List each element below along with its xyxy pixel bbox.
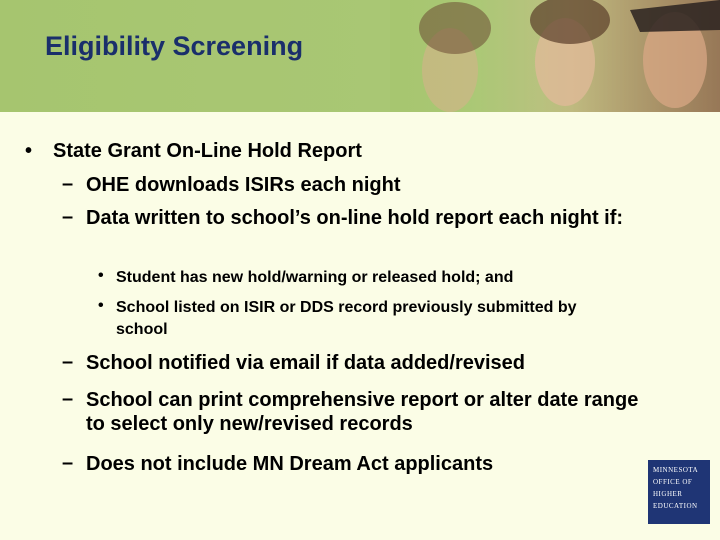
dash-marker: – [62, 388, 74, 410]
dash-marker: – [62, 351, 74, 373]
sub-item-text: Does not include MN Dream Act applicants [86, 453, 494, 475]
sub-item-text: Data written to school’s on-line hold report each night if: [86, 207, 624, 229]
students-photo [390, 0, 720, 112]
logo-line: EDUCATION [653, 502, 698, 510]
sub-item-text: School can print comprehensive report or alter date range to select only new/revised records [86, 389, 639, 435]
bullet-marker: • [25, 140, 33, 162]
sub-item-text: OHE downloads ISIRs each night [86, 174, 401, 196]
third-level-text: Student has new hold/warning or released hold; and [116, 269, 514, 286]
main-bullet-text: State Grant On-Line Hold Report [53, 140, 362, 162]
dash-marker: – [62, 173, 74, 195]
bullet-marker: • [98, 297, 104, 314]
dash-marker: – [62, 452, 74, 474]
logo-line: OFFICE OF [653, 478, 693, 486]
slide-title: Eligibility Screening [45, 31, 304, 61]
dash-marker: – [62, 206, 74, 228]
logo-line: MINNESOTA [653, 466, 699, 474]
minnesota-ohe-logo [648, 460, 710, 524]
bullet-marker: • [98, 267, 104, 284]
logo-line: HIGHER [653, 490, 683, 498]
header-banner [0, 0, 720, 112]
sub-item-text: School notified via email if data added/revised [86, 352, 526, 374]
third-level-text: School listed on ISIR or DDS record previously submitted by school [116, 299, 577, 338]
